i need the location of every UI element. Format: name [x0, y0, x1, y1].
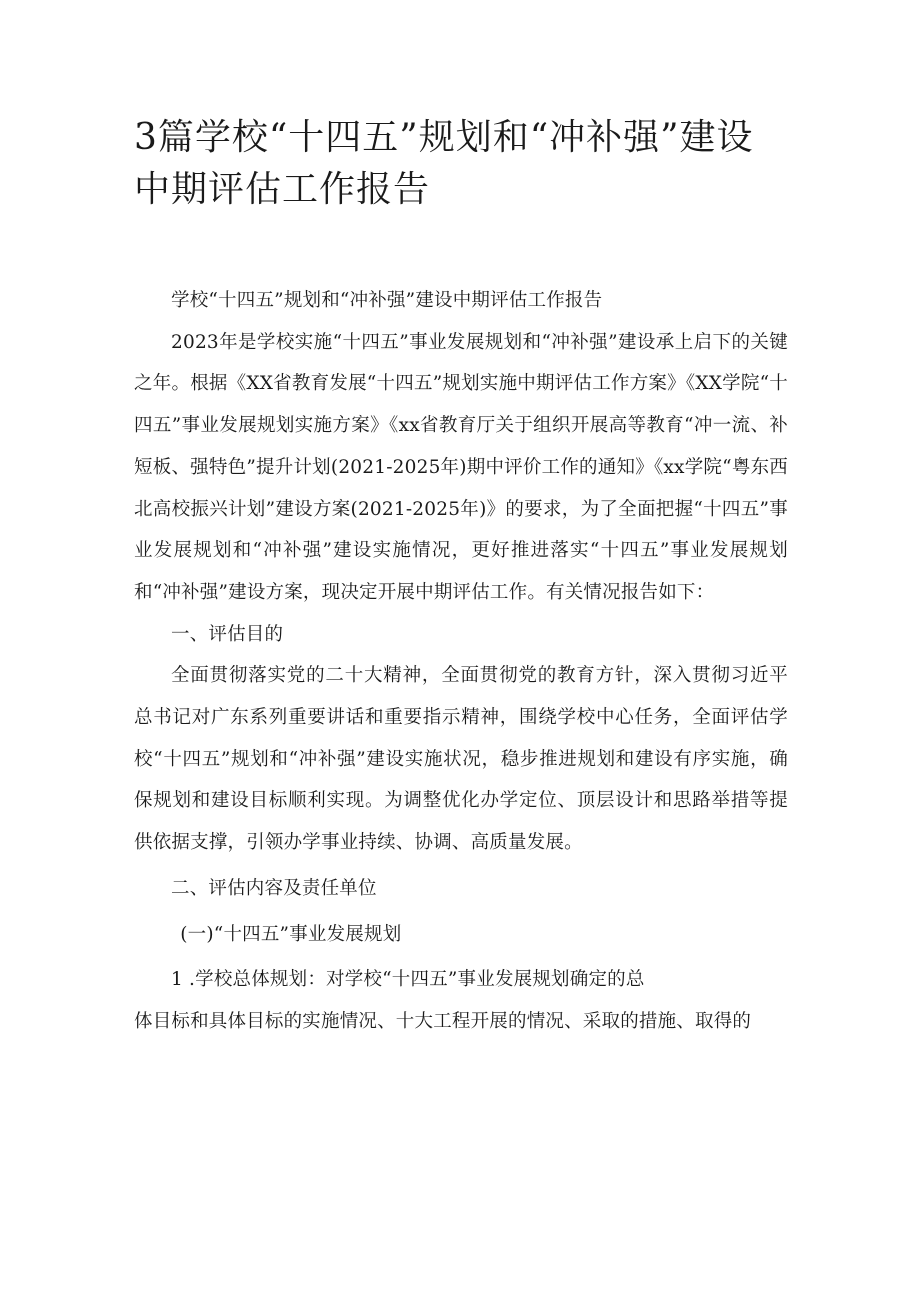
- purpose-paragraph: 全面贯彻落实党的二十大精神，全面贯彻党的教育方针，深入贯彻习近平总书记对广东系列重要讲话和重要指示精神，围绕学校中心任务，全面评估学校“十四五”规划和“冲补强”建设实施状况，稳步推进规划和建设有序实施，确保规划和建设目标顺利实现。为调整优化办学定位、顶层设计和思路举措等提供依据支撑，引领办学事业持续、协调、高质量发展。: [134, 665, 788, 854]
- item-overall-plan-continued: 体目标和具体目标的实施情况、十大工程开展的情况、采取的措施、取得的: [134, 1010, 752, 1032]
- intro-paragraph: 2023年是学校实施“十四五”事业发展规划和“冲补强”建设承上启下的关键之年。根据《XX省教育发展“十四五”规划实施中期评估工作方案》《XX学院“十四五”事业发展规划实施方案》《xx省教育厅关于组织开展高等教育“冲一流、补短板、强特色”提升计划(2021-2025年)期中评价工作的通知》《xx学院“粤东西北高校振兴计划”建设方案(2021-2025年)》的要求，为了全面把握“十四五”事业发展规划和“冲补强”建设实施情况，更好推进落实“十四五”事业发展规划和“冲补强”建设方案，现决定开展中期评估工作。有关情况报告如下：: [134, 331, 788, 603]
- document-title: 3篇学校“十四五”规划和“冲补强”建设中期评估工作报告: [134, 117, 754, 210]
- subsection-heading-plan: (一)“十四五”事业发展规划: [180, 923, 402, 945]
- section-heading-content: 二、评估内容及责任单位: [171, 877, 377, 899]
- section-heading-purpose: 一、评估目的: [171, 623, 284, 645]
- report-subtitle: 学校“十四五”规划和“冲补强”建设中期评估工作报告: [171, 290, 603, 311]
- item-overall-plan: 1 .学校总体规划：对学校“十四五”事业发展规划确定的总: [171, 969, 645, 991]
